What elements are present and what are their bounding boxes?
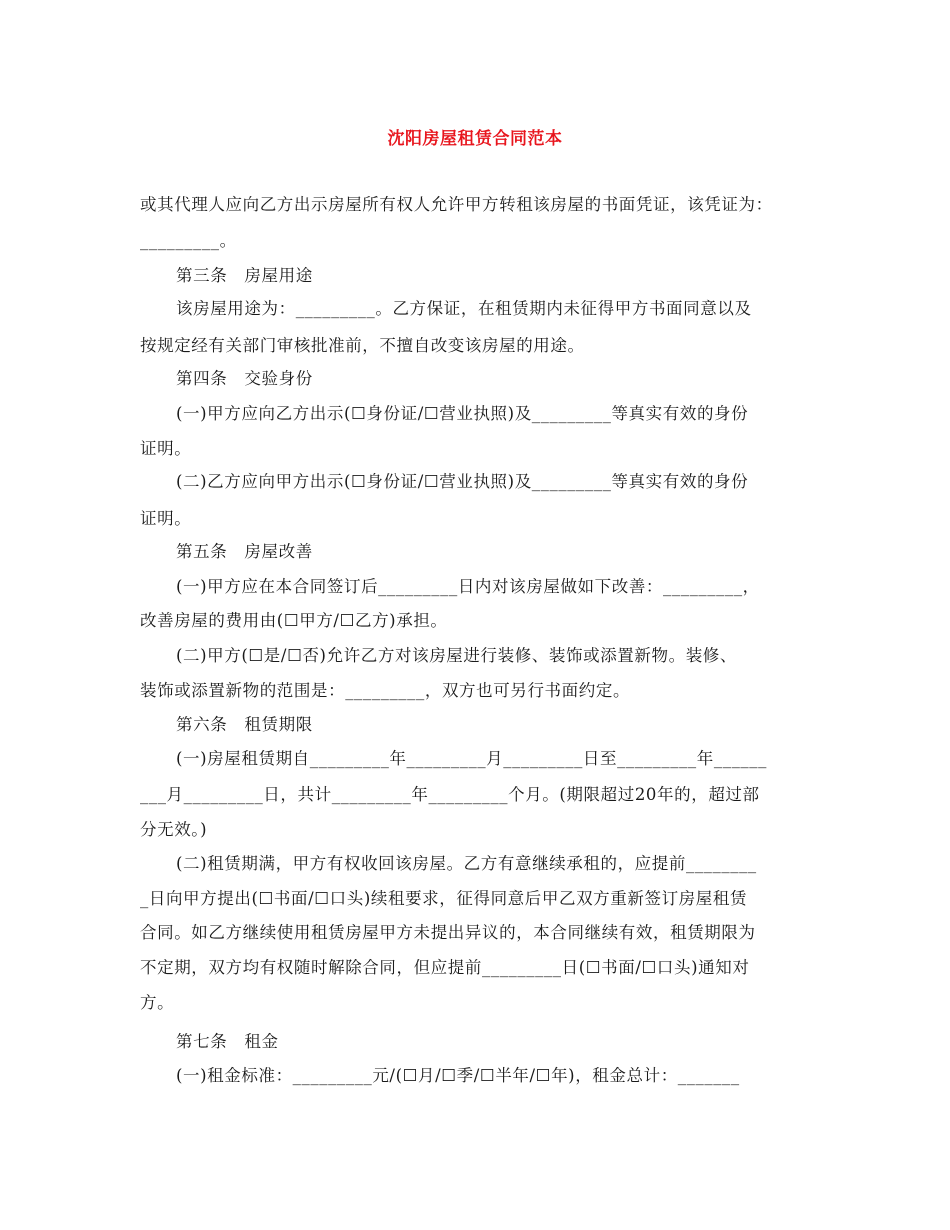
- paragraph-line: (二)乙方应向甲方出示(☐身份证/☐营业执照)及_________等真实有效的身份: [176, 472, 749, 491]
- article-heading: 第六条 租赁期限: [176, 715, 313, 734]
- paragraph-line: (一)房屋租赁期自_________年_________月_________日至_________年______: [176, 749, 767, 768]
- paragraph-line: ___月_________日，共计_________年_________个月。(期限超过20年的，超过部: [140, 785, 760, 804]
- paragraph-line: 合同。如乙方继续使用租赁房屋甲方未提出异议的，本合同继续有效，租赁期限为: [140, 923, 756, 942]
- paragraph-line: (一)租金标准：_________元/(☐月/☐季/☐半年/☐年)，租金总计：_______: [176, 1066, 740, 1085]
- paragraph-line: 按规定经有关部门审核批准前，不擅自改变该房屋的用途。: [140, 336, 585, 355]
- paragraph-line: (二)租赁期满，甲方有权收回该房屋。乙方有意继续承租的，应提前________: [176, 854, 757, 873]
- paragraph-line: 方。: [140, 993, 175, 1012]
- article-heading: 第五条 房屋改善: [176, 542, 313, 561]
- document-title: 沈阳房屋租赁合同范本: [387, 129, 563, 149]
- article-heading: 第三条 房屋用途: [176, 266, 313, 285]
- article-heading: 第四条 交验身份: [176, 369, 313, 388]
- paragraph-line: (一)甲方应在本合同签订后_________日内对该房屋做如下改善：_________，: [176, 577, 760, 596]
- paragraph-line: (一)甲方应向乙方出示(☐身份证/☐营业执照)及_________等真实有效的身份: [176, 404, 749, 423]
- paragraph-line: 证明。: [140, 509, 192, 528]
- paragraph-line: 该房屋用途为：_________。乙方保证，在租赁期内未征得甲方书面同意以及: [176, 299, 752, 318]
- paragraph-line: _________。: [140, 231, 237, 250]
- paragraph-line: 改善房屋的费用由(☐甲方/☐乙方)承担。: [140, 611, 448, 630]
- article-heading: 第七条 租金: [176, 1032, 279, 1051]
- paragraph-line: 不定期，双方均有权随时解除合同，但应提前_________日(☐书面/☐口头)通知对: [140, 958, 750, 977]
- paragraph-line: 分无效。): [140, 820, 208, 839]
- paragraph-line: 或其代理人应向乙方出示房屋所有权人允许甲方转租该房屋的书面凭证，该凭证为：: [140, 195, 773, 214]
- paragraph-line: _日向甲方提出(☐书面/☐口头)续租要求，征得同意后甲乙双方重新签订房屋租赁: [140, 889, 748, 908]
- paragraph-line: 证明。: [140, 439, 192, 458]
- paragraph-line: 装饰或添置新物的范围是：_________，双方也可另行书面约定。: [140, 681, 631, 700]
- paragraph-line: (二)甲方(☐是/☐否)允许乙方对该房屋进行装修、装饰或添置新物。装修、: [176, 646, 737, 665]
